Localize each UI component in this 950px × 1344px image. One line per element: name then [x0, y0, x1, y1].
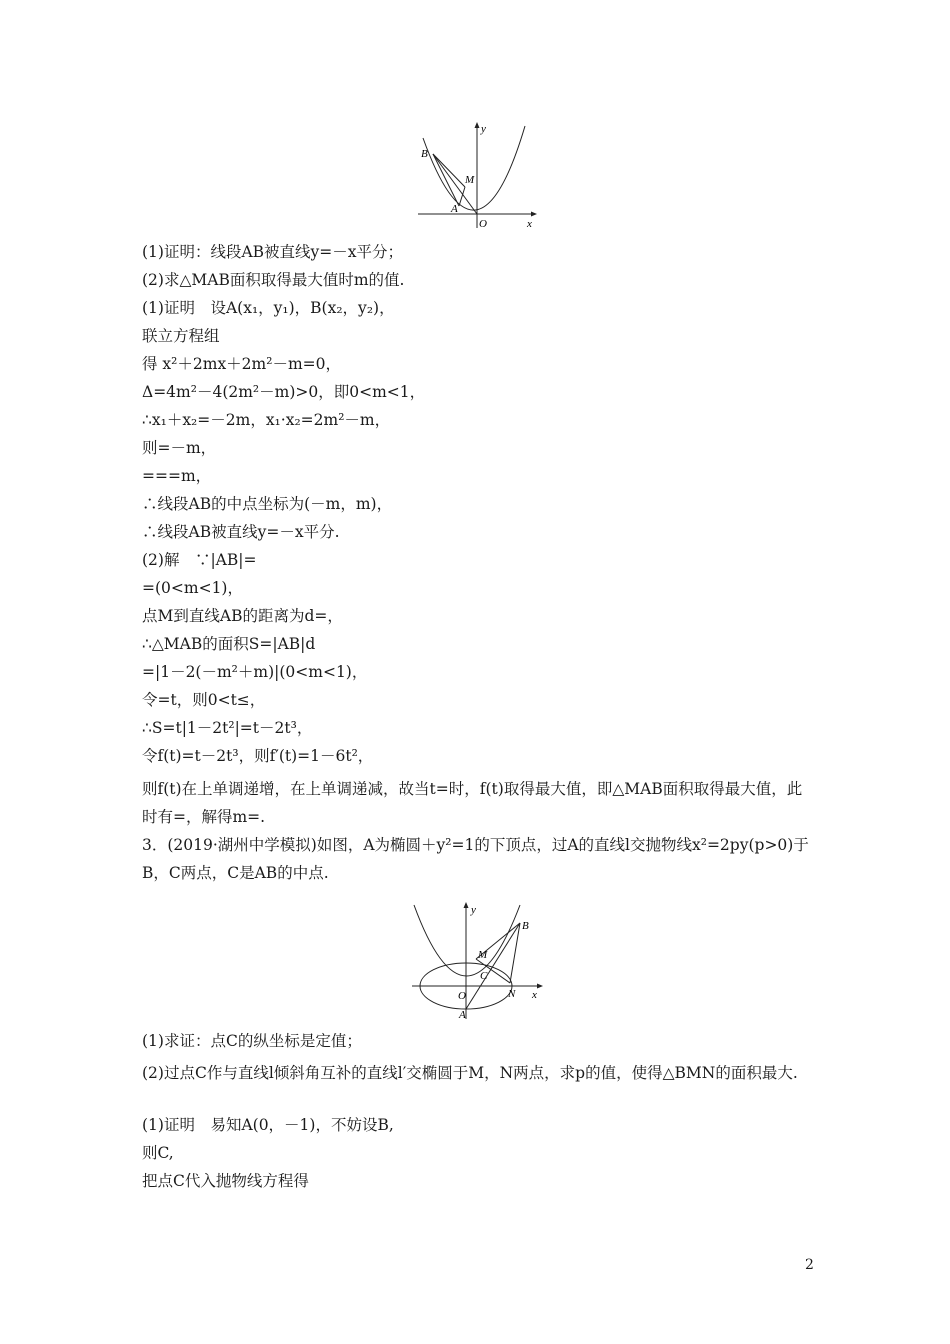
text-line: ∴△MAB的面积S=|AB|d	[142, 635, 316, 653]
text-line: 联立方程组	[142, 327, 220, 345]
point-n-label: N	[508, 988, 516, 1000]
y-axis-label: y	[481, 123, 486, 135]
text-line: 则C,	[142, 1144, 174, 1162]
figure-ellipse-parabola	[408, 897, 548, 1022]
paragraph: (2)过点C作与直线l倾斜角互补的直线l′交椭圆于M，N两点，求p的值，使得△BMN的面积最大.	[142, 1064, 798, 1082]
text-line: 则=－m，	[142, 439, 217, 457]
text-line: 把点C代入抛物线方程得	[142, 1172, 309, 1190]
text-line: 点M到直线AB的距离为d=，	[142, 607, 343, 625]
point-a-label: A	[459, 1009, 466, 1021]
text-line: ∴S=t|1－2t²|=t－2t³，	[142, 719, 313, 737]
paragraph: 则f(t)在上单调递增，在上单调递减，故当t=时，f(t)取得最大值，即△MAB面积取得最大值，此时有=，解得m=.	[142, 780, 803, 826]
text-line: =(0<m<1)，	[142, 579, 243, 597]
point-b-label: B	[421, 148, 428, 160]
text-line: (1)求证：点C的纵坐标是定值；	[142, 1032, 362, 1050]
text-line: (1)证明：线段AB被直线y=－x平分；	[142, 243, 404, 261]
origin-label: O	[479, 218, 487, 230]
problem-3-statement: 3．(2019·湖州中学模拟)如图，A为椭圆＋y²=1的下顶点，过A的直线l交抛物线x²=2py(p>0)于B，C两点，C是AB的中点.	[142, 836, 809, 882]
text-line: ===m，	[142, 467, 212, 485]
point-c-label: C	[480, 970, 488, 982]
x-axis-label: x	[532, 989, 537, 1001]
point-m-label: M	[478, 949, 488, 961]
text-line: Δ=4m²－4(2m²－m)>0，即0<m<1，	[142, 383, 426, 401]
text-line: 令f(t)=t－2t³，则f′(t)=1－6t²，	[142, 747, 374, 765]
text-line: (1)证明 设A(x₁，y₁)，B(x₂，y₂)，	[142, 299, 395, 317]
text-line: ∴线段AB的中点坐标为(－m，m)，	[142, 495, 393, 513]
text-line: ∴x₁＋x₂=－2m，x₁·x₂=2m²－m，	[142, 411, 391, 429]
text-line: (1)证明 易知A(0，－1)，不妨设B,	[142, 1116, 394, 1134]
origin-label: O	[458, 990, 466, 1002]
y-axis-label: y	[471, 904, 476, 916]
x-axis-label: x	[527, 218, 532, 230]
text-line: =|1－2(－m²＋m)|(0<m<1)，	[142, 663, 368, 681]
text-line: ∴线段AB被直线y=－x平分.	[142, 523, 340, 541]
page-number: 2	[805, 1257, 814, 1273]
point-m-label: M	[465, 174, 475, 186]
point-b-label: B	[522, 920, 529, 932]
text-line: 令=t，则0<t≤，	[142, 691, 266, 709]
text-line: 得 x²＋2mx＋2m²－m=0，	[142, 355, 342, 373]
point-a-label: A	[451, 203, 458, 215]
text-line: (2)解 ∵|AB|=	[142, 551, 257, 569]
text-line: (2)求△MAB面积取得最大值时m的值.	[142, 271, 405, 289]
figure-parabola	[415, 118, 540, 233]
